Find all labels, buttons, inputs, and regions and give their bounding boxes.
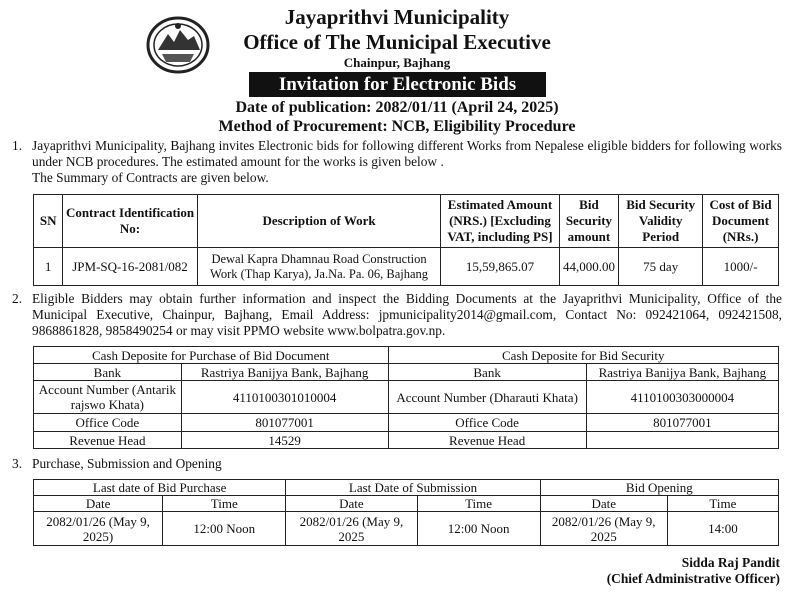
- col-header: Estimated Amount (NRS.) [Excluding VAT, including PS]: [441, 195, 559, 248]
- cell: Bank: [34, 364, 182, 381]
- section-3: [12, 456, 782, 472]
- col-header: Bid Security Validity Period: [619, 195, 703, 248]
- cell: JPM-SQ-16-2081/082: [63, 248, 197, 286]
- section-number: 3.: [12, 456, 23, 471]
- signatory-title: (Chief Administrative Officer): [606, 571, 780, 586]
- cell: 801077001: [586, 414, 778, 432]
- cell: Account Number (Antarik rajswo Khata): [34, 381, 182, 414]
- section-2: [12, 291, 782, 339]
- table-row: [34, 432, 779, 449]
- section-number: 2.: [12, 291, 23, 306]
- cell: Date: [34, 496, 163, 512]
- cell: 44,000.00: [559, 248, 619, 286]
- cell: 801077001: [181, 414, 388, 432]
- cell: 15,59,865.07: [441, 248, 559, 286]
- municipality-name: Jayaprithvi Municipality: [284, 5, 510, 29]
- section-number: 1.: [12, 138, 23, 153]
- dates-table: [33, 479, 779, 546]
- bank-table: [33, 346, 779, 449]
- section-1-summary: The Summary of Contracts are given below.: [32, 170, 269, 185]
- cell: Account Number (Dharauti Khata): [388, 381, 586, 414]
- table-row: [34, 364, 779, 381]
- cell: Office Code: [388, 414, 586, 432]
- cell: Bank: [388, 364, 586, 381]
- section-1-text: Jayaprithvi Municipality, Bajhang invites Electronic bids for following different Works from Nepalese eligible bidders for following works under NCB procedures. The estimated amount for the works is given below .: [32, 138, 782, 169]
- cell: Time: [417, 496, 540, 512]
- section-3-text: Purchase, Submission and Opening: [32, 456, 222, 471]
- procurement-method: Method of Procurement: NCB, Eligibility Procedure: [218, 118, 576, 135]
- col-header: Description of Work: [197, 195, 441, 248]
- section-2-text: Eligible Bidders may obtain further information and inspect the Bidding Documents at the Jayaprithvi Municipality, Office of the Municipal Executive, Chainpur, Bajhang, Email Address: jpmunicipality2014@gmail.com, Contact No: 092421064, 092421508, 9868861828, 9858490254 or may visit PPMO website www.bolpatra.gov.np.: [32, 291, 782, 338]
- cell: Cash Deposite for Bid Security: [388, 347, 779, 364]
- table-row: [34, 480, 779, 496]
- location: Chainpur, Bajhang: [343, 55, 451, 70]
- col-header: Bid Security amount: [559, 195, 619, 248]
- table-row: [34, 381, 779, 414]
- col-header: Contract Identification No:: [63, 195, 197, 248]
- cell: 14529: [181, 432, 388, 449]
- cell: Date: [540, 496, 667, 512]
- table-row: [34, 414, 779, 432]
- cell: Cash Deposite for Purchase of Bid Document: [34, 347, 389, 364]
- section-1: [12, 138, 782, 186]
- invitation-banner: Invitation for Electronic Bids: [249, 72, 546, 97]
- cell: 2082/01/26 (May 9, 2025: [540, 512, 667, 546]
- cell: 12:00 Noon: [417, 512, 540, 546]
- cell: 4110100301010004: [181, 381, 388, 414]
- cell: Revenue Head: [388, 432, 586, 449]
- cell: Rastriya Banijya Bank, Bajhang: [586, 364, 778, 381]
- cell: Revenue Head: [34, 432, 182, 449]
- cell: 14:00: [667, 512, 778, 546]
- cell: 12:00 Noon: [163, 512, 286, 546]
- cell: Last date of Bid Purchase: [34, 480, 286, 496]
- col-header: SN: [34, 195, 63, 248]
- cell: 1: [34, 248, 63, 286]
- table-row: [34, 248, 779, 286]
- col-header: Cost of Bid Document (NRs.): [703, 195, 779, 248]
- office-name: Office of The Municipal Executive: [243, 30, 551, 54]
- cell: 1000/-: [703, 248, 779, 286]
- table-row: [34, 496, 779, 512]
- cell: Office Code: [34, 414, 182, 432]
- cell: 4110100303000004: [586, 381, 778, 414]
- cell: Dewal Kapra Dhamnau Road Construction Work (Thap Karya), Ja.Na. Pa. 06, Bajhang: [197, 248, 441, 286]
- cell: Time: [667, 496, 778, 512]
- cell: Last Date of Submission: [286, 480, 540, 496]
- publication-date: Date of publication: 2082/01/11 (April 24, 2025): [235, 99, 559, 116]
- signatory-name: Sidda Raj Pandit: [681, 555, 780, 570]
- cell: Time: [163, 496, 286, 512]
- cell: Bid Opening: [540, 480, 778, 496]
- cell: Date: [286, 496, 417, 512]
- table-row: [34, 512, 779, 546]
- cell: 75 day: [619, 248, 703, 286]
- cell: 2082/01/26 (May 9, 2025): [34, 512, 163, 546]
- table-row: [34, 347, 779, 364]
- cell: Rastriya Banijya Bank, Bajhang: [181, 364, 388, 381]
- cell: [586, 432, 778, 449]
- contracts-table: [33, 194, 779, 286]
- table-header-row: [34, 195, 779, 248]
- cell: 2082/01/26 (May 9, 2025: [286, 512, 417, 546]
